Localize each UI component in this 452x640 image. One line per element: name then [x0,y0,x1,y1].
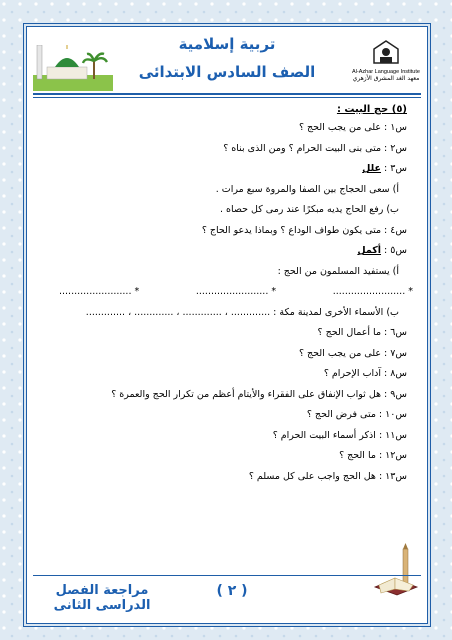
question-3-item-b: ب) رفع الحاج يديه مبكرًا عند رمى كل حصاه . [220,204,399,215]
question-13: س١٣ : هل الحج واجب على كل مسلم ؟ [248,470,407,482]
header-divider [33,93,421,95]
question-5 [37,241,415,262]
footer-title: مراجعة الفصل الدراسى الثانى [53,583,151,613]
logo-text-arabic: معهد الغد المشرق الأزهري [352,75,420,82]
institute-logo [351,39,421,82]
blank-line: * ........................ [195,286,277,297]
blank-line: * ........................ [59,286,140,297]
question-11: س١١ : اذكر أسماء البيت الحرام ؟ [272,429,407,441]
question-5-item-b: ب) الأسماء الأخرى لمدينة مكة : ............. ، ............. ، ............. ، ............. [85,306,399,318]
question-2: س٢ : متى بنى البيت الحرام ؟ ومن الذى بناه ؟ [223,142,407,154]
question-5-instruction: أكمل [357,245,382,256]
mosque-illustration [33,45,113,95]
logo-emblem-icon [371,39,401,65]
question-10: س١٠ : متى فرض الحج ؟ [306,409,407,420]
question-1: س١ : على من يجب الحج ؟ [298,122,407,133]
question-12: س١٢ : ما الحج ؟ [339,450,407,461]
section-title: (٥) حج البيت : [336,104,407,115]
question-6: س٦ : ما أعمال الحج ؟ [317,327,407,338]
question-8: س٨ : آداب الإحرام ؟ [323,368,407,379]
page-number: ( ٢ ) [216,583,248,599]
header-divider-thin [33,97,421,98]
question-3-instruction: علل [362,163,382,174]
question-9: س٩ : هل ثواب الإنفاق على الفقراء والأيتام أعظم من تكرار الحج والعمرة ؟ [111,388,407,400]
quran-book-illustration [373,543,419,603]
logo-text-english: Al-Azhar Language Institute [352,69,420,75]
footer-divider [33,575,421,576]
question-5-number: س٥ : [384,245,407,256]
worksheet-page [26,26,428,624]
question-3-number: س٣ : [384,163,407,174]
question-7: س٧ : على من يجب الحج ؟ [298,347,407,359]
question-4: س٤ : متى يكون طواف الوداع ؟ وبماذا يدعو الحاج ؟ [201,224,407,236]
grade-title: الصف السادس الابتدائى [138,63,316,81]
question-3 [37,159,415,180]
blank-line: * ........................ [332,286,413,297]
question-5-item-a: أ) يستفيد المسلمون من الحج : [277,265,399,277]
question-3-item-a: أ) سعى الحجاج بين الصفا والمروة سبع مرات . [215,183,399,195]
blank-lines-row [37,282,415,303]
questions-body [37,99,415,487]
subject-title: تربية إسلامية [178,35,276,53]
